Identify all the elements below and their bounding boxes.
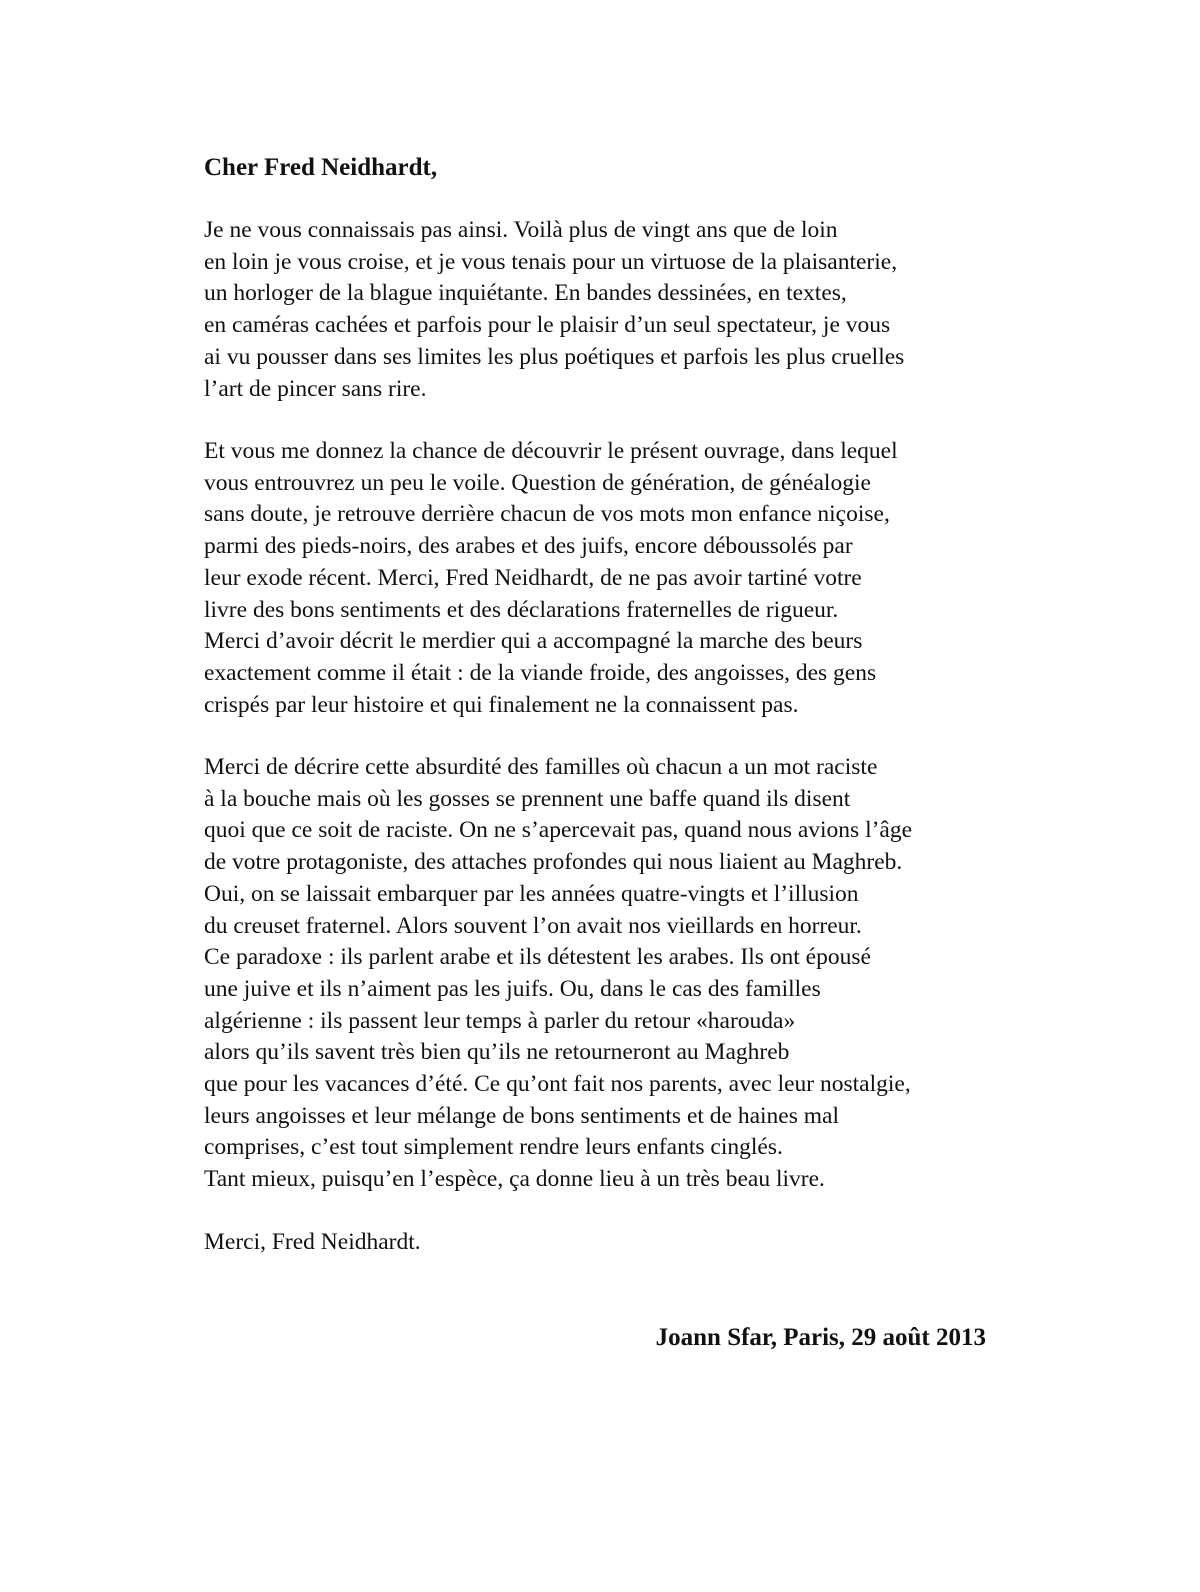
paragraph-line: une juive et ils n’aiment pas les juifs. Ou, dans le cas des familles	[204, 975, 821, 1002]
paragraph-line: leurs angoisses et leur mélange de bons sentiments et de haines mal	[204, 1102, 839, 1129]
paragraph-line: algérienne : ils passent leur temps à parler du retour «harouda»	[204, 1007, 796, 1034]
paragraph-line: exactement comme il était : de la viande froide, des angoisses, des gens	[204, 659, 877, 686]
letter-paragraph-1	[204, 215, 904, 405]
paragraph-line: quoi que ce soit de raciste. On ne s’apercevait pas, quand nous avions l’âge	[204, 817, 913, 844]
paragraph-line: du creuset fraternel. Alors souvent l’on avait nos vieillards en horreur.	[204, 912, 862, 939]
paragraph-line: vous entrouvrez un peu le voile. Question de génération, de généalogie	[204, 469, 871, 496]
paragraph-line: à la bouche mais où les gosses se prennent une baffe quand ils disent	[204, 785, 851, 812]
paragraph-line: Je ne vous connaissais pas ainsi. Voilà plus de vingt ans que de loin	[204, 217, 838, 243]
paragraph-line: parmi des pieds-noirs, des arabes et des juifs, encore déboussolés par	[204, 533, 853, 560]
letter-paragraph-2	[204, 436, 898, 721]
paragraph-line: Merci d’avoir décrit le merdier qui a accompagné la marche des beurs	[204, 628, 863, 655]
paragraph-line: en loin je vous croise, et je vous tenais pour un virtuose de la plaisanterie,	[204, 248, 898, 275]
paragraph-line: Oui, on se laissait embarquer par les années quatre-vingts et l’illusion	[204, 880, 859, 907]
letter-salutation: Cher Fred Neidhardt,	[204, 154, 438, 181]
paragraph-line: en caméras cachées et parfois pour le plaisir d’un seul spectateur, je vous	[204, 312, 891, 339]
paragraph-line: crispés par leur histoire et qui finalement ne la connaissent pas.	[204, 691, 799, 718]
paragraph-line: Ce paradoxe : ils parlent arabe et ils détestent les arabes. Ils ont épousé	[204, 944, 871, 971]
letter-signature: Joann Sfar, Paris, 29 août 2013	[655, 1324, 986, 1351]
letter-paragraph-3	[204, 752, 912, 1196]
paragraph-line: comprises, c’est tout simplement rendre leurs enfants cinglés.	[204, 1134, 783, 1161]
paragraph-line: livre des bons sentiments et des déclarations fraternelles de rigueur.	[204, 596, 839, 623]
paragraph-line: Merci de décrire cette absurdité des familles où chacun a un mot raciste	[204, 754, 878, 780]
paragraph-line: que pour les vacances d’été. Ce qu’ont fait nos parents, avec leur nostalgie,	[204, 1071, 911, 1098]
paragraph-line: l’art de pincer sans rire.	[204, 375, 427, 402]
paragraph-line: sans doute, je retrouve derrière chacun de vos mots mon enfance niçoise,	[204, 501, 890, 528]
paragraph-line: alors qu’ils savent très bien qu’ils ne retourneront au Maghreb	[204, 1039, 790, 1066]
paragraph-line: de votre protagoniste, des attaches profondes qui nous liaient au Maghreb.	[204, 849, 903, 876]
paragraph-line: Tant mieux, puisqu’en l’espèce, ça donne lieu à un très beau livre.	[204, 1166, 825, 1193]
paragraph-line: leur exode récent. Merci, Fred Neidhardt, de ne pas avoir tartiné votre	[204, 564, 862, 591]
letter-closing: Merci, Fred Neidhardt.	[204, 1229, 421, 1255]
paragraph-line: Et vous me donnez la chance de découvrir le présent ouvrage, dans lequel	[204, 438, 898, 464]
paragraph-line: ai vu pousser dans ses limites les plus poétiques et parfois les plus cruelles	[204, 343, 905, 370]
paragraph-line: un horloger de la blague inquiétante. En bandes dessinées, en textes,	[204, 280, 847, 307]
